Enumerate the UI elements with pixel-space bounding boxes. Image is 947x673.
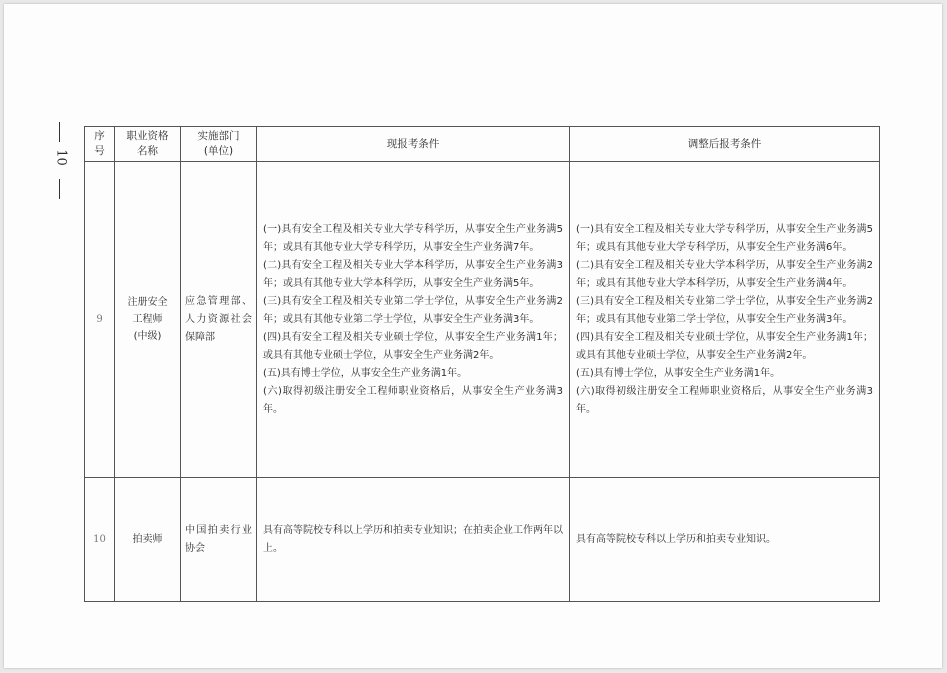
page-number-dash-top <box>59 122 60 142</box>
condition-item: (二)具有安全工程及相关专业大学本科学历，从事安全生产业务满2年；或具有其他专业大学本科学历，从事安全生产业务满4年。 <box>576 259 873 289</box>
header-name-line1: 职业资格 <box>126 130 169 142</box>
header-dept <box>181 127 257 162</box>
current-conditions <box>257 162 570 478</box>
qualification-name-line2: 工程师 <box>132 314 163 325</box>
table-row <box>85 478 880 602</box>
condition-item: (五)具有博士学位，从事安全生产业务满1年。 <box>263 367 468 379</box>
condition-item: (二)具有安全工程及相关专业大学本科学历，从事安全生产业务满3年；或具有其他专业大学本科学历，从事安全生产业务满5年。 <box>263 259 563 289</box>
qualification-name-line1: 注册安全 <box>127 297 168 308</box>
condition-item: (六)取得初级注册安全工程师职业资格后，从事安全生产业务满3年。 <box>263 385 563 415</box>
row-number: 10 <box>85 478 115 602</box>
department: 中国拍卖行业协会 <box>181 478 257 602</box>
header-current: 现报考条件 <box>257 127 570 162</box>
condition-item: (五)具有博士学位，从事安全生产业务满1年。 <box>576 367 781 379</box>
qualification-conditions-table <box>84 126 880 602</box>
adjusted-conditions: 具有高等院校专科以上学历和拍卖专业知识。 <box>570 478 880 602</box>
header-name <box>115 127 181 162</box>
header-name-line2: 名称 <box>137 145 158 157</box>
condition-item: (四)具有安全工程及相关专业硕士学位，从事安全生产业务满1年；或具有其他专业硕士学位，从事安全生产业务满2年。 <box>263 331 563 361</box>
header-no-line2: 号 <box>94 145 105 157</box>
page-number-dash-bottom <box>59 179 60 199</box>
header-no-line1: 序 <box>94 130 105 142</box>
table-header-row <box>85 127 880 162</box>
document-page <box>4 4 942 668</box>
header-no <box>85 127 115 162</box>
department: 应急管理部、人力资源社会保障部 <box>181 162 257 478</box>
condition-item: (四)具有安全工程及相关专业硕士学位，从事安全生产业务满1年；或具有其他专业硕士学位，从事安全生产业务满2年。 <box>576 331 873 361</box>
current-conditions: 具有高等院校专科以上学历和拍卖专业知识；在拍卖企业工作两年以上。 <box>257 478 570 602</box>
table-row <box>85 162 880 478</box>
condition-item: (六)取得初级注册安全工程师职业资格后，从事安全生产业务满3年。 <box>576 385 873 415</box>
header-dept-line2: (单位) <box>203 145 234 157</box>
qualification-name: 拍卖师 <box>115 478 181 602</box>
adjusted-conditions <box>570 162 880 478</box>
qualification-name-line3: (中级) <box>133 331 162 342</box>
page-number-text: 10 <box>53 149 69 166</box>
qualification-name <box>115 162 181 478</box>
condition-item: (一)具有安全工程及相关专业大学专科学历，从事安全生产业务满5年；或具有其他专业大学专科学历，从事安全生产业务满7年。 <box>263 223 563 253</box>
condition-item: (三)具有安全工程及相关专业第二学士学位，从事安全生产业务满2年；或具有其他专业第二学士学位，从事安全生产业务满3年。 <box>576 295 873 325</box>
condition-item: (一)具有安全工程及相关专业大学专科学历，从事安全生产业务满5年；或具有其他专业大学专科学历，从事安全生产业务满6年。 <box>576 223 873 253</box>
header-adjusted: 调整后报考条件 <box>570 127 880 162</box>
condition-item: (三)具有安全工程及相关专业第二学士学位，从事安全生产业务满2年；或具有其他专业第二学士学位，从事安全生产业务满3年。 <box>263 295 563 325</box>
header-dept-line1: 实施部门 <box>197 130 240 142</box>
page-number <box>53 122 76 202</box>
row-number: 9 <box>85 162 115 478</box>
